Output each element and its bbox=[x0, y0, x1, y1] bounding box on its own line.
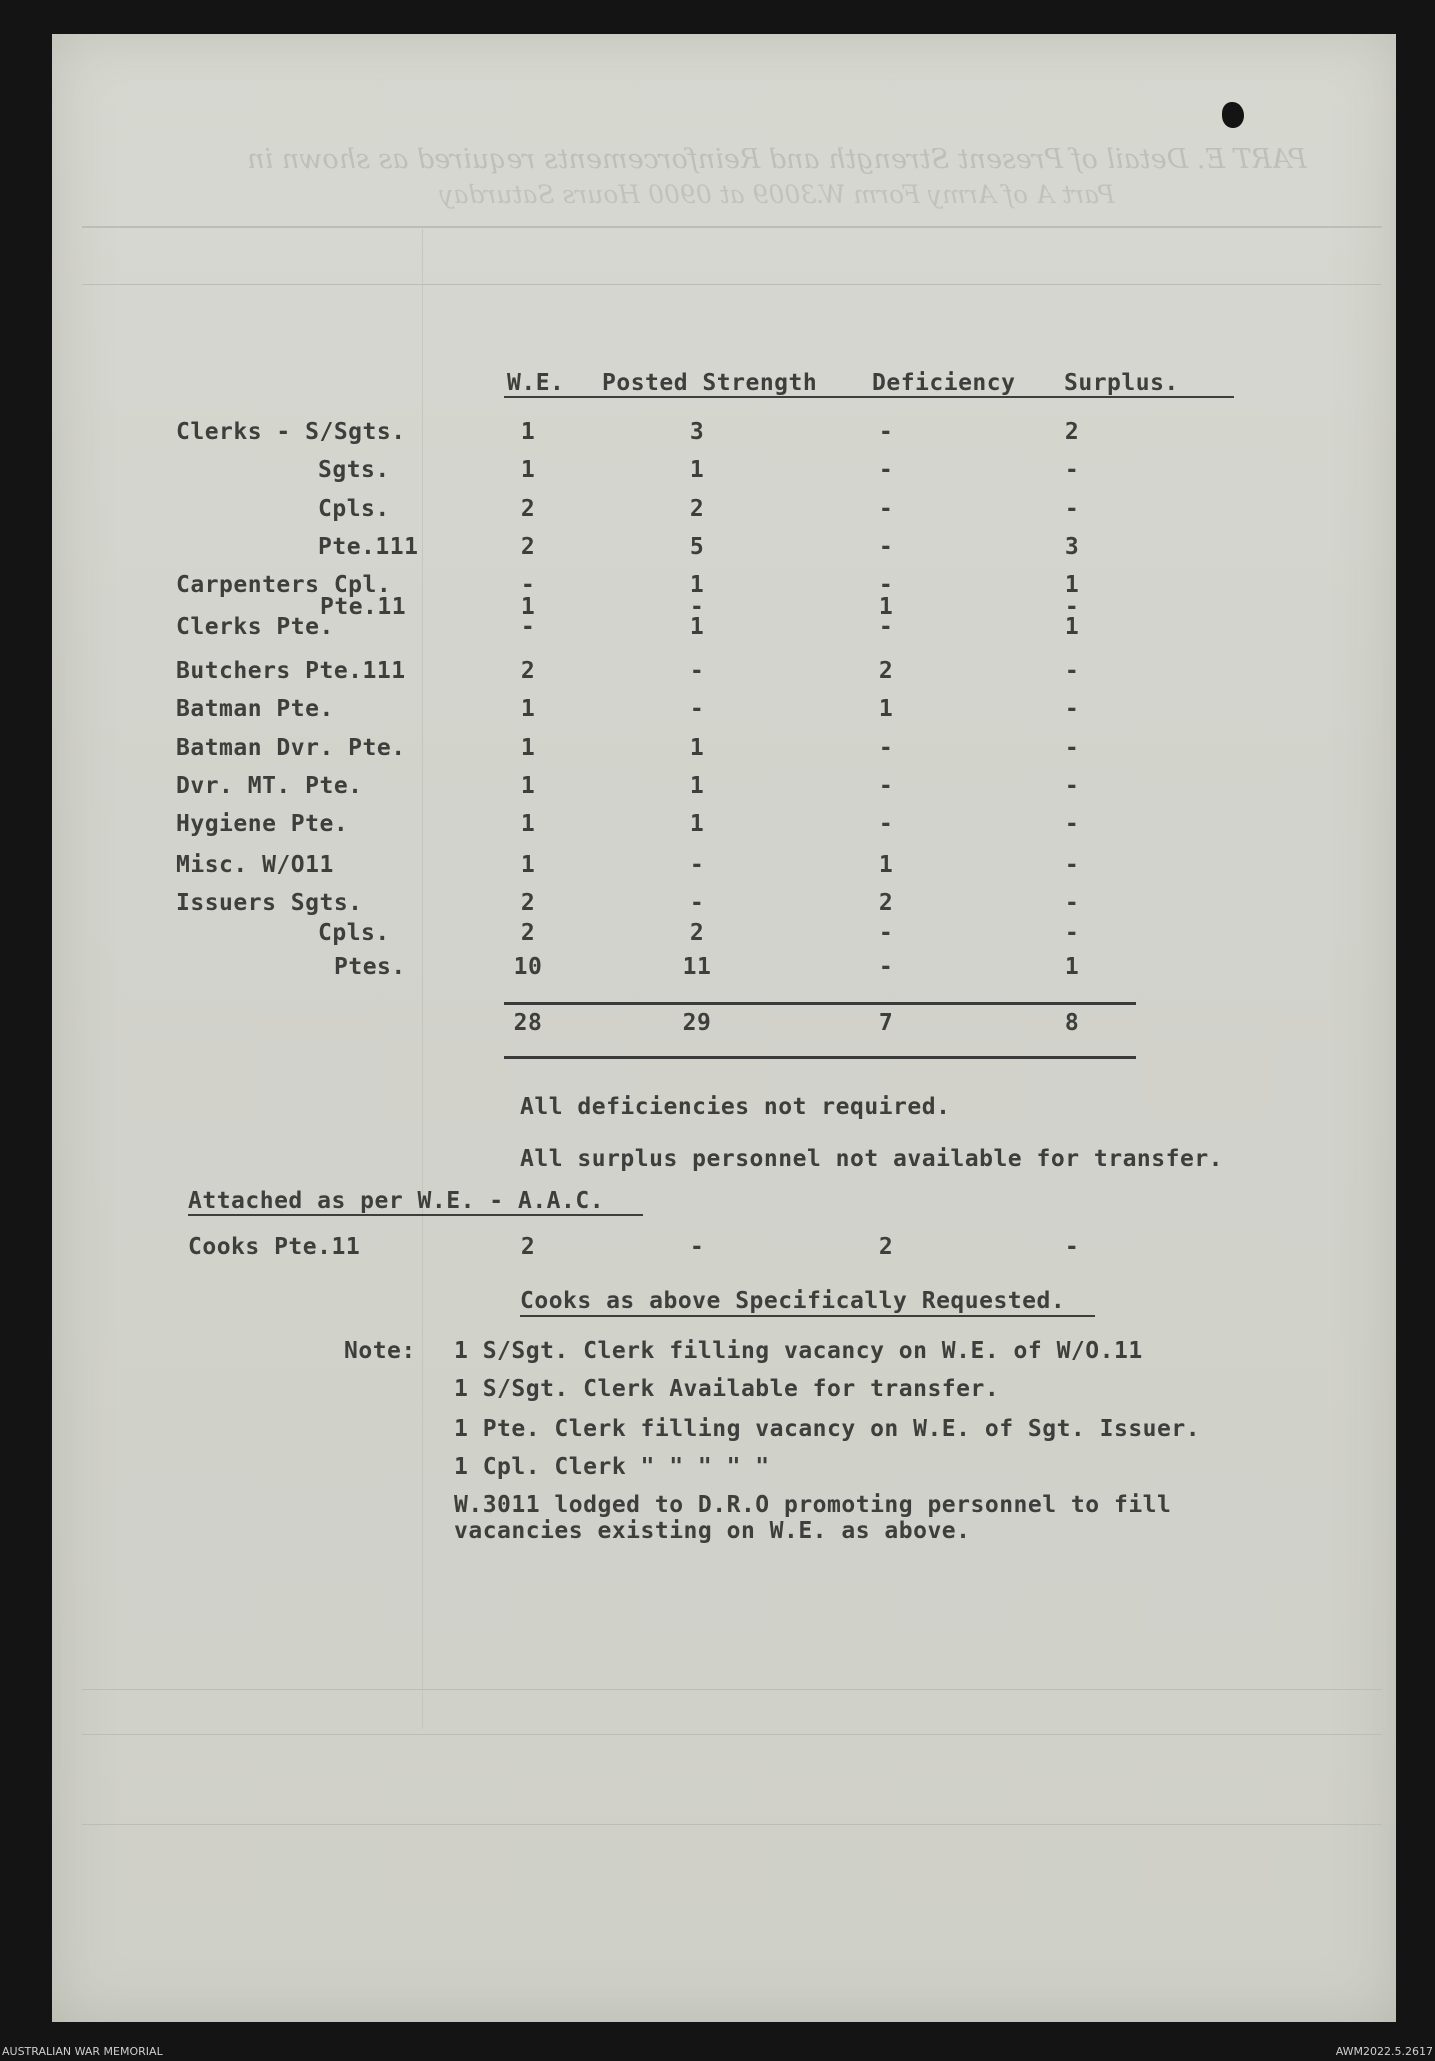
note-line: 1 Cpl. Clerk " " " " " bbox=[454, 1454, 770, 1480]
cooks-request-underline bbox=[520, 1315, 1095, 1317]
row-cell-surplus: - bbox=[1064, 890, 1080, 916]
row-label: Pte.11 bbox=[320, 594, 407, 620]
row-cell-surplus: - bbox=[1064, 920, 1080, 946]
header-underline bbox=[504, 396, 1234, 398]
row-cell-surplus: - bbox=[1064, 594, 1080, 620]
row-cell-posted: 1 bbox=[689, 572, 705, 598]
row-cell-def: - bbox=[878, 534, 894, 560]
note-line: 1 S/Sgt. Clerk filling vacancy on W.E. of W/O.11 bbox=[454, 1338, 1143, 1364]
punch-hole bbox=[1222, 102, 1244, 128]
row-cell-posted: 2 bbox=[689, 920, 705, 946]
cooks-request: Cooks as above Specifically Requested. bbox=[520, 1288, 1066, 1314]
bleed-through-subtitle: Part A of Army Form W.3009 at 0900 Hours Saturday bbox=[439, 180, 1115, 209]
row-cell-def: - bbox=[878, 496, 894, 522]
row-cell-we: 10 bbox=[513, 954, 543, 980]
note-label: Note: bbox=[344, 1338, 416, 1364]
row-label: Clerks - S/Sgts. bbox=[176, 419, 406, 445]
row-cell-we: 2 bbox=[520, 534, 536, 560]
row-cell-we: 1 bbox=[520, 773, 536, 799]
row-cell-we: 1 bbox=[520, 696, 536, 722]
row-cell-posted: - bbox=[689, 594, 705, 620]
total-we: 28 bbox=[513, 1010, 543, 1036]
row-cell-def: 1 bbox=[878, 696, 894, 722]
row-cell-we: 1 bbox=[520, 594, 536, 620]
row-cell-def: - bbox=[878, 773, 894, 799]
note-line: W.3011 lodged to D.R.O promoting personnel to fill bbox=[454, 1492, 1172, 1518]
row-cell-posted: - bbox=[689, 890, 705, 916]
note-line: 1 Pte. Clerk filling vacancy on W.E. of Sgt. Issuer. bbox=[454, 1416, 1201, 1442]
attached-row-posted: - bbox=[689, 1234, 705, 1260]
remark-deficiencies: All deficiencies not required. bbox=[520, 1094, 951, 1120]
row-cell-posted: 1 bbox=[689, 614, 705, 640]
row-cell-surplus: 2 bbox=[1064, 419, 1080, 445]
row-cell-we: - bbox=[520, 572, 536, 598]
bleed-through-rule bbox=[422, 229, 423, 1729]
row-cell-we: 1 bbox=[520, 419, 536, 445]
row-cell-posted: 1 bbox=[689, 811, 705, 837]
total-rule-bottom bbox=[504, 1056, 1136, 1059]
total-posted: 29 bbox=[682, 1010, 712, 1036]
row-cell-we: 1 bbox=[520, 457, 536, 483]
row-cell-def: - bbox=[878, 735, 894, 761]
remark-surplus: All surplus personnel not available for transfer. bbox=[520, 1146, 1224, 1172]
row-cell-def: - bbox=[878, 954, 894, 980]
row-cell-surplus: - bbox=[1064, 735, 1080, 761]
total-deficiency: 7 bbox=[878, 1010, 894, 1036]
row-cell-surplus: - bbox=[1064, 658, 1080, 684]
row-cell-posted: 1 bbox=[689, 735, 705, 761]
row-cell-surplus: - bbox=[1064, 773, 1080, 799]
column-header-surplus: Surplus. bbox=[1064, 370, 1179, 396]
row-label: Misc. W/O11 bbox=[176, 852, 334, 878]
row-cell-posted: - bbox=[689, 696, 705, 722]
document-page bbox=[52, 34, 1396, 2022]
row-cell-surplus: 1 bbox=[1064, 954, 1080, 980]
attached-row-deficiency: 2 bbox=[878, 1234, 894, 1260]
row-label: Clerks Pte. bbox=[176, 614, 334, 640]
row-label: Hygiene Pte. bbox=[176, 811, 349, 837]
row-cell-posted: 1 bbox=[689, 773, 705, 799]
total-rule-top bbox=[504, 1002, 1136, 1005]
row-label: Cpls. bbox=[318, 496, 390, 522]
row-cell-surplus: - bbox=[1064, 811, 1080, 837]
bleed-through-rule bbox=[82, 1689, 1382, 1690]
row-cell-we: 2 bbox=[520, 658, 536, 684]
row-cell-we: - bbox=[520, 614, 536, 640]
row-cell-we: 2 bbox=[520, 496, 536, 522]
row-cell-def: - bbox=[878, 811, 894, 837]
row-cell-posted: 2 bbox=[689, 496, 705, 522]
column-header-posted-strength: Posted Strength bbox=[602, 370, 818, 396]
row-cell-def: - bbox=[878, 920, 894, 946]
total-surplus: 8 bbox=[1064, 1010, 1080, 1036]
row-label: Ptes. bbox=[334, 954, 406, 980]
row-cell-we: 1 bbox=[520, 811, 536, 837]
row-cell-we: 1 bbox=[520, 852, 536, 878]
row-label: Sgts. bbox=[318, 457, 390, 483]
bleed-through-rule bbox=[82, 1734, 1382, 1735]
row-cell-posted: 1 bbox=[689, 457, 705, 483]
row-label: Carpenters Cpl. bbox=[176, 572, 392, 598]
row-label: Cpls. bbox=[318, 920, 390, 946]
row-cell-def: 1 bbox=[878, 594, 894, 620]
attached-row-we: 2 bbox=[520, 1234, 536, 1260]
row-cell-posted: - bbox=[689, 658, 705, 684]
row-label: Pte.111 bbox=[318, 534, 419, 560]
row-label: Butchers Pte.111 bbox=[176, 658, 406, 684]
row-cell-surplus: 3 bbox=[1064, 534, 1080, 560]
attached-row-surplus: - bbox=[1064, 1234, 1080, 1260]
row-label: Issuers Sgts. bbox=[176, 890, 363, 916]
bleed-through-rule bbox=[82, 1824, 1382, 1825]
row-label: Batman Pte. bbox=[176, 696, 334, 722]
row-cell-posted: 5 bbox=[689, 534, 705, 560]
attached-heading-underline bbox=[188, 1214, 643, 1216]
row-cell-surplus: 1 bbox=[1064, 614, 1080, 640]
attached-heading: Attached as per W.E. - A.A.C. bbox=[188, 1188, 605, 1214]
row-cell-def: - bbox=[878, 572, 894, 598]
row-cell-def: - bbox=[878, 419, 894, 445]
note-line: vacancies existing on W.E. as above. bbox=[454, 1518, 971, 1544]
footer-right: AWM2022.5.2617 bbox=[1335, 2045, 1433, 2058]
row-cell-we: 1 bbox=[520, 735, 536, 761]
attached-row-label: Cooks Pte.11 bbox=[188, 1234, 361, 1260]
row-cell-surplus: - bbox=[1064, 852, 1080, 878]
footer-left: AUSTRALIAN WAR MEMORIAL bbox=[2, 2045, 163, 2058]
column-header-we: W.E. bbox=[507, 370, 565, 396]
row-cell-def: 2 bbox=[878, 658, 894, 684]
row-cell-def: 2 bbox=[878, 890, 894, 916]
row-cell-posted: 3 bbox=[689, 419, 705, 445]
row-cell-posted: - bbox=[689, 852, 705, 878]
column-header-deficiency: Deficiency bbox=[872, 370, 1016, 396]
row-cell-surplus: - bbox=[1064, 457, 1080, 483]
row-cell-def: - bbox=[878, 614, 894, 640]
note-line: 1 S/Sgt. Clerk Available for transfer. bbox=[454, 1376, 1000, 1402]
row-label: Batman Dvr. Pte. bbox=[176, 735, 406, 761]
row-cell-posted: 11 bbox=[682, 954, 712, 980]
bleed-through-rule bbox=[82, 284, 1382, 285]
row-cell-def: - bbox=[878, 457, 894, 483]
row-cell-surplus: - bbox=[1064, 696, 1080, 722]
row-cell-we: 2 bbox=[520, 890, 536, 916]
row-label: Dvr. MT. Pte. bbox=[176, 773, 363, 799]
row-cell-surplus: 1 bbox=[1064, 572, 1080, 598]
row-cell-def: 1 bbox=[878, 852, 894, 878]
bleed-through-rule bbox=[82, 226, 1382, 228]
row-cell-surplus: - bbox=[1064, 496, 1080, 522]
row-cell-we: 2 bbox=[520, 920, 536, 946]
bleed-through-title: PART E. Detail of Present Strength and Reinforcements required as shown in bbox=[247, 144, 1307, 175]
